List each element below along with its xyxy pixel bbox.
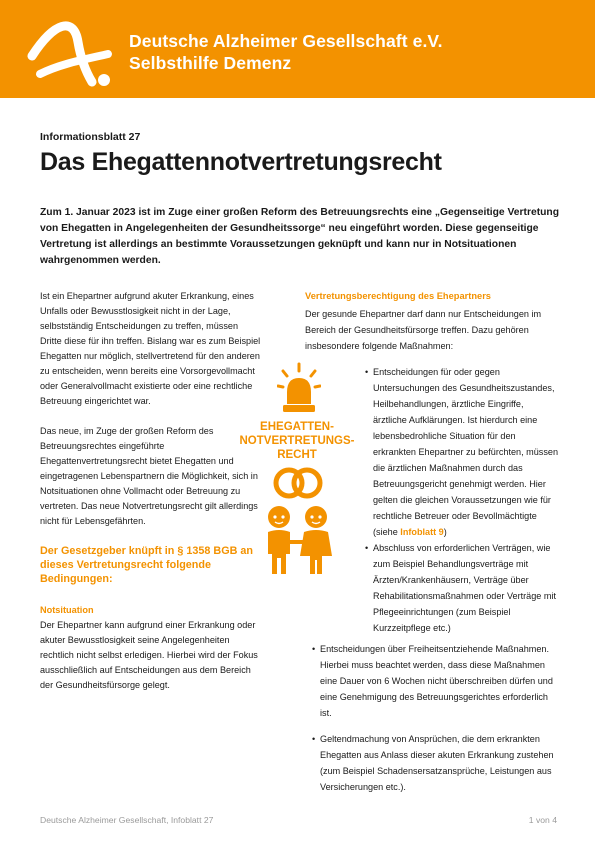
bullet-icon: • — [312, 644, 316, 654]
conditions-callout: Der Gesetzgeber knüpft in § 1358 BGB an dieses Vertretungsrecht folgende Bedingungen: — [40, 545, 254, 585]
org-name-line1: Deutsche Alzheimer Gesellschaft e.V. — [129, 31, 443, 51]
infoblatt-reference: Infoblatt 9 — [400, 527, 444, 537]
bullet-icon: • — [312, 734, 316, 744]
list-item-text: Abschluss von erforderlichen Verträgen, wie zum Beispiel Behandlungsverträge mit Ärzten/Krankenhäusern, Verträge über Rehabilitationsmaßnahmen oder Verträge mit Pflegeeinrichtungen (zum Beispiel Kurzzeitpflege etc.) — [373, 543, 556, 633]
org-name-line2: Selbsthilfe Demenz — [129, 53, 292, 73]
alzheimer-a-logo-icon — [26, 12, 116, 88]
left-paragraph-3: Der Ehepartner kann aufgrund einer Erkrankung oder akuter Bewusstlosigkeit seine Angelegenheiten rechtlich nicht selbst erledigen. Hierbei wird der Fokus ausschließlich auf Entscheidungen aus dem Bereich der Gesundheitsfürsorge gelegt. — [40, 620, 258, 690]
wedding-rings-icon — [269, 466, 327, 500]
left-paragraph-2: Das neue, im Zuge der großen Reform des Betreuungsrechtes eingeführte Ehegattenvertretungsrecht bietet Ehegatten und eingetragenen Lebenspartnern die Möglichkeit, sich in Notsituationen ohne Vollmacht oder Betreuung zu vertreten. Das neue Notvertretungsrecht gilt allerdings nicht für Lebensgefährten. — [40, 426, 258, 526]
illustration-label-2: NOTVERTRETUNGS- — [239, 435, 355, 447]
list-item — [312, 731, 557, 795]
couple-icon — [260, 504, 336, 576]
page-title: Das Ehegattennotvertretungsrecht — [40, 148, 442, 176]
list-item-text: Geltendmachung von Ansprüchen, die dem erkrankten Ehegatten aus Anlass dieser akuten Erkrankung zustehen (zum Beispiel Schadensersatzansprüche, Leistungen aus Versicherungen etc.). — [320, 734, 554, 792]
bullet-icon: • — [365, 367, 369, 377]
page-header — [0, 0, 595, 98]
list-item-text: Entscheidungen über Freiheitsentziehende Maßnahmen. Hierbei muss beachtet werden, dass diese Maßnahmen eine Dauer von 6 Wochen nicht überschreiben dürfen und eine Genehmigung des Betreuungsgerichtes erforderlich ist. — [320, 644, 553, 718]
page-number: 1 von 4 — [528, 815, 557, 825]
intro-paragraph: Zum 1. Januar 2023 ist im Zuge einer großen Reform des Betreuungsrechts eine „Gegenseitige Vertretung von Ehegatten in Angelegenheiten der Gesundheitssorge“ neu eingeführt worden. Diese gegenseitige Vertretung ist allerdings an bestimmte Voraussetzungen geknüpft und kann nur in Notsituationen wahrgenommen werden. — [40, 207, 559, 266]
organization-name — [129, 30, 443, 74]
illustration-label-1: EHEGATTEN- — [260, 421, 334, 433]
emergency-subheading: Notsituation — [40, 605, 94, 615]
alarm-light-icon — [277, 362, 321, 414]
left-paragraph-1: Ist ein Ehepartner aufgrund akuter Erkrankung, eines Unfalls oder Bewusstlosigkeit nicht in der Lage, selbstständig Entscheidungen zu treffen, müssen Dritte diese für ihn treffen. Bislang war es zum Beispiel Ehegatten nur möglich, stellvertretend für den anderen zu entscheiden, wenn bereits eine Vorsorgevollmacht oder Generalvollmacht existierte oder eine rechtliche Betreuung eingerichtet war. — [40, 291, 261, 406]
left-column — [40, 289, 262, 693]
list-item — [312, 641, 557, 721]
illustration-label-3: RECHT — [277, 449, 317, 461]
list-item-text-end: ) — [443, 527, 447, 537]
illustration — [232, 362, 362, 577]
infosheet-number: Informationsblatt 27 — [40, 131, 141, 143]
list-item-text: Entscheidungen für oder gegen Untersuchungen des Gesundheitszustandes, Heilbehandlungen, ärztliche Eingriffe, ärztliche Aufklärungen. Ist hierdurch eine lebensbedrohliche Situation für den erkrankten Ehepartner zu befürchten, müssen die ärztlichen Maßnahmen durch das Betreuungsgericht genehmigt werden. Hier gelten die gleichen Voraussetzungen wie für rechtliche Betreuer oder Bevollmächtigte (siehe — [373, 367, 559, 537]
authorization-intro: Der gesunde Ehepartner darf dann nur Entscheidungen im Bereich der Gesundheitsfürsorge treffen. Dazu gehören insbesondere folgende Maßnahmen: — [305, 309, 542, 351]
list-item — [365, 540, 558, 636]
list-item — [365, 364, 559, 540]
bullet-icon: • — [365, 543, 369, 553]
footer-source: Deutsche Alzheimer Gesellschaft, Infoblatt 27 — [40, 815, 214, 825]
authorization-heading: Vertretungsberechtigung des Ehepartners — [305, 291, 491, 301]
